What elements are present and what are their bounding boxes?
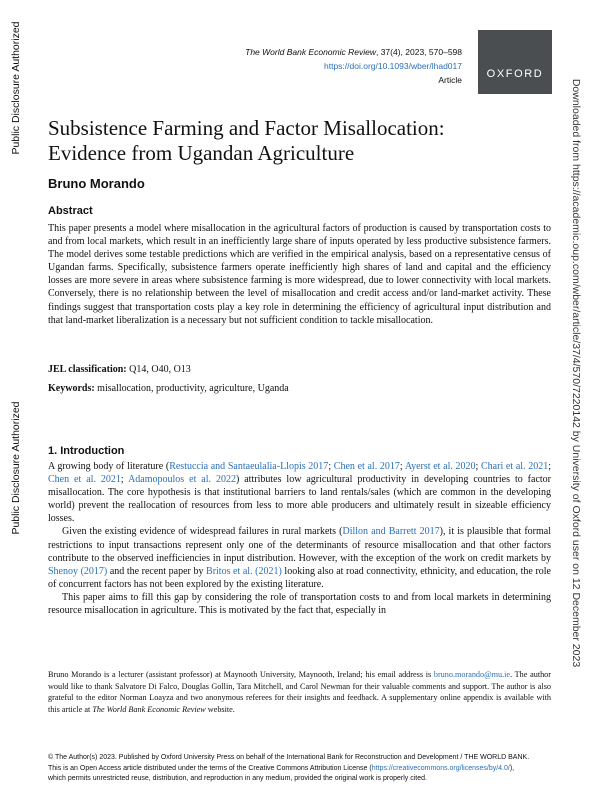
author-name: Bruno Morando	[48, 176, 145, 191]
keywords-value: misallocation, productivity, agriculture, Uganda	[94, 383, 289, 394]
citation-link[interactable]: Chari et al. 2021	[481, 461, 549, 472]
doi-link[interactable]: https://doi.org/10.1093/wber/lhad017	[324, 61, 462, 71]
download-watermark-text: Downloaded from https://academic.oup.com/wber/article/37/4/570/7220142 by University of Oxford user on 12 December 2023	[570, 78, 582, 668]
citation-link[interactable]: Ayerst et al. 2020	[404, 461, 476, 472]
download-watermark	[569, 78, 583, 668]
title-line-1: Subsistence Farming and Factor Misallocation:	[48, 116, 445, 140]
citation-link[interactable]: Restuccia and Santaeulalia-Llopis 2017	[169, 461, 329, 472]
disclosure-stamp-top	[10, 10, 22, 165]
license-link[interactable]: https://creativecommons.org/licenses/by/4.0/	[371, 764, 510, 772]
jel-label: JEL classification:	[48, 364, 127, 375]
citation-link[interactable]: Shenoy (2017)	[48, 565, 108, 577]
intro-paragraph-2: Given the existing evidence of widespread failures in rural markets (Dillon and Barrett 2017), it is plausible that formal restrictions to input transactions represent only one of the determinants of resource misallocation and that other factors contribute to the observed inefficiencies in input distribution. However, with the exception of the work on credit markets by Shenoy (2017) and the recent paper by Britos et al. (2021) looking also at road connectivity, ethnicity, and education, the role of concurrent factors has not been explored by the existing literature.	[48, 526, 551, 590]
title-line-2: Evidence from Ugandan Agriculture	[48, 141, 355, 165]
author-email-link[interactable]: bruno.morando@mu.ie	[433, 670, 511, 679]
citation-link[interactable]: Adamopoulos et al. 2022	[128, 474, 236, 486]
keywords	[48, 383, 289, 394]
abstract-heading: Abstract	[48, 205, 93, 217]
intro-heading: 1. Introduction	[48, 445, 125, 457]
citation-link[interactable]: Dillon and Barrett 2017	[342, 526, 440, 538]
intro-paragraph-1: A growing body of literature (Restuccia and Santaeulalia-Llopis 2017; Chen et al. 2017; Ayerst et al. 2020; Chari et al. 2021; Chen et al. 2021; Adamopoulos et al. 2022) attributes low agricultural productivity in developing countries to factor misallocation. The core hypothesis is that institutional barriers to land rentals/sales (which are common in the developing world) prevent the reallocation of resources from less to more able producers and ultimately result in sizeable efficiency losses.	[48, 461, 552, 525]
disclosure-text-top: Public Disclosure Authorized	[10, 20, 22, 155]
copyright-line-3: which permits unrestricted reuse, distribution, and reproduction in any medium, provided the original work is properly cited.	[48, 775, 427, 782]
journal-meta	[245, 45, 462, 87]
article-type: Article	[438, 75, 462, 85]
jel-classification	[48, 364, 191, 375]
jel-value: Q14, O40, O13	[126, 364, 191, 375]
intro-paragraph-3: This paper aims to fill this gap by considering the role of transportation costs to and from local markets in determining resource misallocation in agriculture. This is motivated by the fact that, especially in	[48, 591, 551, 617]
intro-body	[48, 460, 551, 617]
journal-citation: , 37(4), 2023, 570–598	[375, 47, 462, 57]
citation-link[interactable]: Chen et al. 2017	[333, 461, 400, 472]
oxford-logo-text: OXFORD	[486, 68, 544, 80]
disclosure-stamp-bottom	[10, 390, 22, 545]
copyright-notice: © The Author(s) 2023. Published by Oxford University Press on behalf of the International Bank for Reconstruction and Development / THE WORLD BANK. This is an Open Access article distributed under the terms of the Creative Commons Attribution License (https://creativecommons.org/licenses/by/4.0/), which permits unrestricted reuse, distribution, and reproduction in any medium, provided the original work is properly cited.	[48, 754, 530, 782]
author-footnote: Bruno Morando is a lecturer (assistant professor) at Maynooth University, Maynooth, Ireland; his email address is bruno.morando@mu.ie. The author would like to thank Salvatore Di Falco, Douglas Gollin, Tara Mitchell, and Carol Newman for their valuable comments and support. The author is also grateful to the editor Norman Loayza and two anonymous referees for their insights and feedback. A supplementary online appendix is available with this article at The World Bank Economic Review website.	[48, 670, 552, 714]
oxford-logo	[478, 30, 552, 94]
copyright-line-1: © The Author(s) 2023. Published by Oxford University Press on behalf of the International Bank for Reconstruction and Development / THE WORLD BANK.	[48, 754, 530, 761]
disclosure-text-bottom: Public Disclosure Authorized	[10, 400, 22, 535]
citation-link[interactable]: Britos et al. (2021)	[206, 565, 282, 577]
paper-title	[48, 116, 548, 166]
abstract-text: This paper presents a model where misallocation in the agricultural factors of production is caused by transportation costs to and from local markets, which result in an inefficiently large share of inputs operated by less productive subsistence farmers. The model derives some testable predictions which are verified in the empirical analysis, based on a representative census of Ugandan farms. Specifically, subsistence farmers operate inefficiently high shares of land and capital and the efficiency losses are more severe in areas where subsistence farming is more widespread, due to lower connectivity with local markets. Conversely, there is no relationship between the level of misallocation and credit access and/or land-market activity. These findings suggest that transportation costs play a key role in determining the efficiency of agricultural input distribution and that land-market liberalization is a necessary but not sufficient condition to tackle misallocation.	[48, 223, 551, 326]
keywords-label: Keywords:	[48, 383, 95, 394]
footnote-journal: The World Bank Economic Review	[92, 704, 206, 714]
citation-link[interactable]: Chen et al. 2021	[48, 474, 121, 486]
journal-name: The World Bank Economic Review	[245, 47, 376, 57]
